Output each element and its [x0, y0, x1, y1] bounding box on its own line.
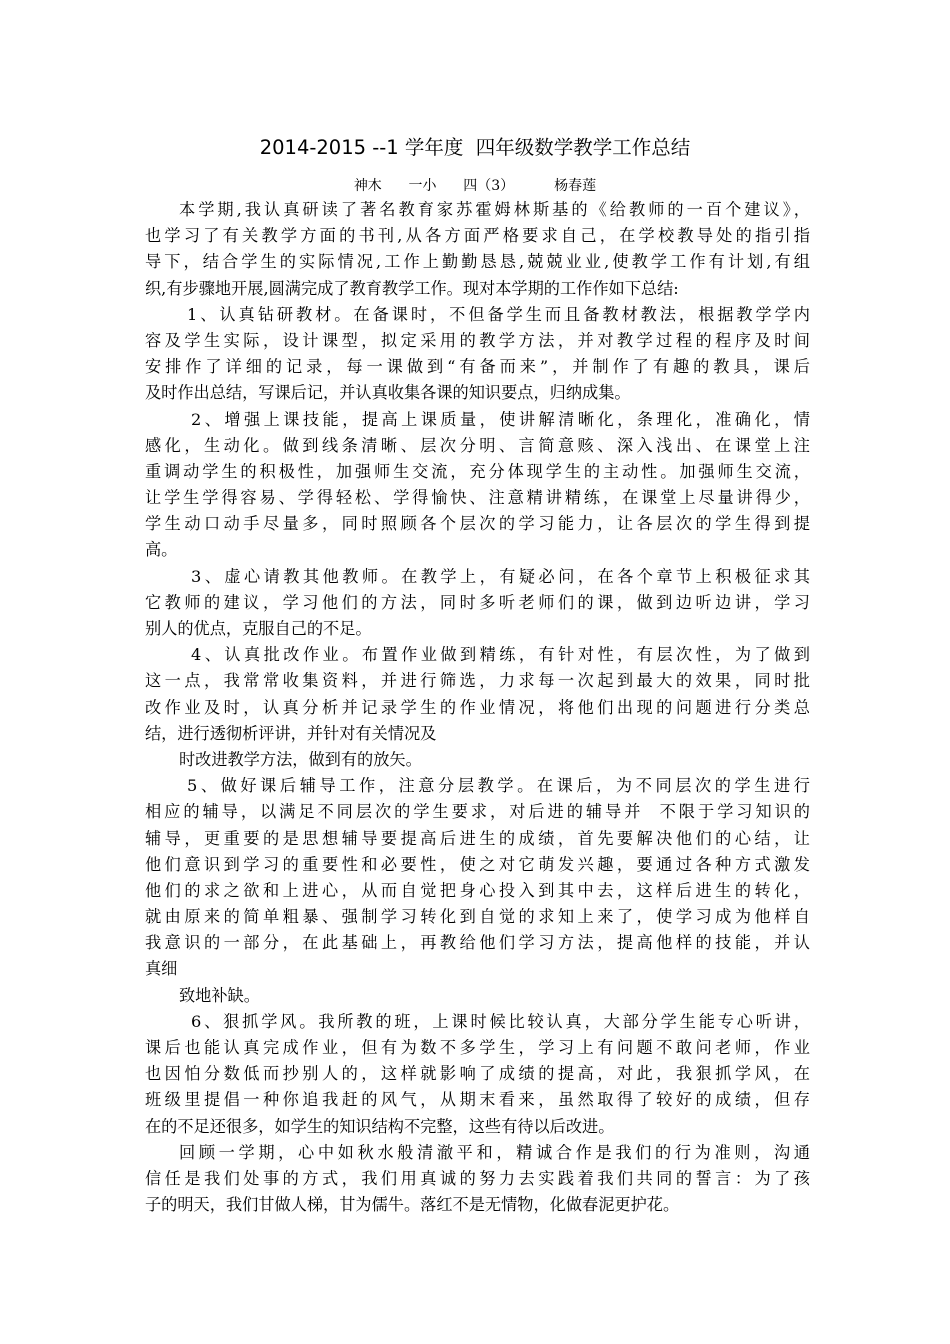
paragraph-line: 结，进行透彻析评讲，并针对有关情况及	[145, 723, 437, 743]
paragraph-line: 安排作了详细的记录，每一课做到“有备而来”，并制作了有趣的教具，课后	[145, 357, 810, 377]
paragraph-line: 他们的求之欲和上进心，从而自觉把身心投入到其中去，这样后进生的转化，	[145, 880, 810, 900]
paragraph-line: 相应的辅导，以满足不同层次的学生要求，对后进的辅导并 不限于学习知识的	[145, 802, 810, 822]
paragraph-line: 辅导，更重要的是思想辅导要提高后进生的成绩，首先要解决他们的心结，让	[145, 828, 810, 848]
paragraph-line: 他们意识到学习的重要性和必要性，使之对它萌发兴趣，要通过各种方式激发	[145, 854, 810, 874]
paragraph-line: 本学期,我认真研读了著名教育家苏霍姆林斯基的《给教师的一百个建议》，	[179, 200, 810, 219]
paragraph-line: 1、认真钻研教材。在备课时，不但备学生而且备教材教法，根据教学学内	[187, 304, 810, 324]
paragraph-line: 别人的优点，克服自己的不足。	[145, 619, 372, 638]
paragraph-line: 班级里提倡一种你追我赶的风气，从期末看来，虽然取得了较好的成绩，但存	[145, 1090, 810, 1110]
paragraph-line: 也因怕分数低而抄别人的，这样就影响了成绩的提高，对此，我狠抓学风，在	[145, 1064, 810, 1084]
paragraph-line: 在的不足还很多，如学生的知识结构不完整，这些有待以后改进。	[145, 1116, 615, 1136]
paragraph-line: 让学生学得容易、学得轻松、学得愉快、注意精讲精练，在课堂上尽量讲得少，	[145, 488, 810, 508]
paragraph-line: 信任是我们处事的方式，我们用真诚的努力去实践着我们共同的誓言：为了孩	[145, 1168, 810, 1188]
paragraph-line: 回顾一学期，心中如秋水般清澈平和，精诚合作是我们的行为准则，沟通	[179, 1142, 810, 1162]
paragraph-line: 及时作出总结，写课后记，并认真收集各课的知识要点，归纳成集。	[145, 383, 631, 403]
paragraph-line: 就由原来的简单粗暴、强制学习转化到自觉的求知上来了，使学习成为他样自	[145, 907, 810, 927]
document-title: 2014-2015 --1 学年度 四年级数学教学工作总结	[259, 136, 691, 159]
paragraph-line: 改作业及时，认真分析并记录学生的作业情况，将他们出现的问题进行分类总	[145, 697, 810, 717]
paragraph-line: 学生动口动手尽量多，同时照顾各个层次的学习能力，让各层次的学生得到提	[145, 514, 810, 534]
paragraph-line: 时改进教学方法，做到有的放矢。	[179, 749, 422, 769]
paragraph-line: 容及学生实际，设计课型，拟定采用的教学方法，并对教学过程的程序及时间	[145, 330, 810, 350]
paragraph-line: 导下，结合学生的实际情况,工作上勤勤恳恳,兢兢业业,使教学工作有计划,有组	[145, 252, 810, 272]
paragraph-line: 重调动学生的积极性，加强师生交流，充分体现学生的主动性。加强师生交流，	[145, 461, 810, 481]
paragraph-line: 课后也能认真完成作业，但有为数不多学生，学习上有问题不敢问老师，作业	[145, 1038, 810, 1057]
author-line: 神木 一小 四（3） 杨春莲	[353, 178, 597, 194]
document-body	[145, 197, 810, 1218]
paragraph-line: 子的明天，我们甘做人梯，甘为儒牛。落红不是无情物，化做春泥更护花。	[145, 1195, 680, 1215]
paragraph-line: 高。	[145, 540, 178, 560]
paragraph-line: 它教师的建议，学习他们的方法，同时多听老师们的课，做到边听边讲，学习	[145, 592, 810, 612]
paragraph-line: 感化，生动化。做到线条清晰、层次分明、言简意赅、深入浅出、在课堂上注	[145, 435, 810, 455]
paragraph-line: 2、增强上课技能，提高上课质量，使讲解清晰化，条理化，准确化，情	[191, 409, 810, 429]
paragraph-line: 也学习了有关教学方面的书刊,从各方面严格要求自己，在学校教导处的指引指	[145, 226, 810, 246]
paragraph-line: 真细	[145, 959, 178, 979]
paragraph-line: 这一点，我常常收集资料，并进行筛选，力求每一次起到最大的效果，同时批	[145, 671, 810, 691]
paragraph-line: 5、做好课后辅导工作，注意分层教学。在课后，为不同层次的学生进行	[187, 776, 810, 796]
paragraph-line: 4、认真批改作业。布置作业做到精练，有针对性，有层次性，为了做到	[191, 645, 810, 665]
paragraph-line: 6、狠抓学风。我所教的班，上课时候比较认真，大部分学生能专心听讲，	[191, 1011, 810, 1031]
paragraph-line: 致地补缺。	[179, 985, 260, 1005]
paragraph-line: 3、虚心请教其他教师。在教学上，有疑必问，在各个章节上积极征求其	[191, 566, 810, 586]
paragraph-line: 织,有步骤地开展,圆满完成了教育教学工作。现对本学期的工作作如下总结:	[145, 278, 679, 298]
paragraph-line: 我意识的一部分，在此基础上，再教给他们学习方法，提高他样的技能，并认	[145, 933, 810, 953]
